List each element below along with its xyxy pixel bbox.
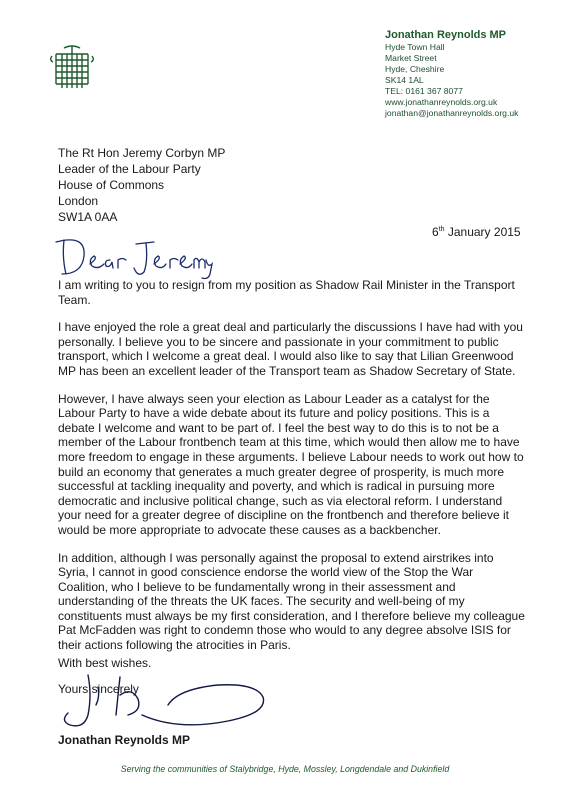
- sender-telephone: TEL: 0161 367 8077: [385, 86, 463, 96]
- body-paragraph: I am writing to you to resign from my position as Shadow Rail Minister in the Transport Team.: [58, 278, 515, 307]
- date-day: 6: [432, 225, 439, 239]
- footer-tagline: Serving the communities of Stalybridge, Hyde, Mossley, Longdendale and Dukinfield: [120, 764, 450, 774]
- recipient-line: House of Commons: [58, 178, 165, 192]
- best-wishes-line: With best wishes.: [58, 656, 152, 670]
- sender-website: www.jonathanreynolds.org.uk: [385, 97, 498, 107]
- recipient-line: London: [58, 194, 99, 208]
- recipient-line: Leader of the Labour Party: [58, 162, 201, 176]
- valediction: Yours sincerely: [58, 682, 139, 696]
- sender-email: jonathan@jonathanreynolds.org.uk: [385, 108, 519, 118]
- sender-name: Jonathan Reynolds MP: [385, 29, 507, 41]
- sender-address-line: Hyde, Cheshire: [385, 64, 445, 74]
- sender-address-line: Market Street: [385, 53, 437, 63]
- sender-address-line: Hyde Town Hall: [385, 42, 445, 52]
- recipient-address-block: [58, 145, 225, 225]
- signatory-name: Jonathan Reynolds MP: [58, 733, 191, 747]
- sender-address-line: SK14 1AL: [385, 75, 424, 85]
- handwritten-salutation: [50, 230, 215, 282]
- recipient-line: The Rt Hon Jeremy Corbyn MP: [58, 146, 226, 160]
- portcullis-icon: [50, 44, 94, 92]
- letter-date: [432, 225, 521, 239]
- date-suffix: th: [438, 226, 445, 233]
- body-paragraph: I have enjoyed the role a great deal and particularly the discussions I have had with you personally. I believe you to be sincere and passionate in your commitment to public transport, which I welcome a great deal. I would also like to say that Lilian Greenwood MP has been an excellent leader of the Transport team as Shadow Secretary of State.: [58, 320, 523, 378]
- date-month-year: January 2015: [444, 225, 521, 239]
- body-paragraph: However, I have always seen your election as Labour Leader as a catalyst for the Labour Party to have a wide debate about its future and policy positions. This is a debate I welcome and want to be part of. I feel the best way to do this is to not be a member of the Labour frontbench team at this time, which would then allow me to have more freedom to engage in these arguments. I believe Labour needs to work out how to build an economy that generates a much greater degree of prosperity, is much more successful at tackling inequality and poverty, and which is radical in pursuing more democratic and inclusive political change, such as via electoral reform. I understand your need for a greater degree of discipline on the frontbench and therefore believe it would be more appropriate to advocate these causes as a backbencher.: [58, 391, 524, 537]
- body-paragraph: In addition, although I was personally against the proposal to extend airstrikes into Syria, I cannot in good conscience endorse the world view of the Stop the War Coalition, who I believe to be fundamentally wrong in their assessment and understanding of the threats the UK faces. The security and well-being of my constituents must always be my first consideration, and I therefore believe my colleague Pat McFadden was right to condemn those who would to any degree absolve ISIS for their actions following the atrocities in Paris.: [58, 550, 525, 653]
- letter-body: [58, 278, 526, 666]
- handwritten-signature: [58, 665, 273, 735]
- sender-address-block: [385, 28, 565, 119]
- recipient-line: SW1A 0AA: [58, 210, 118, 224]
